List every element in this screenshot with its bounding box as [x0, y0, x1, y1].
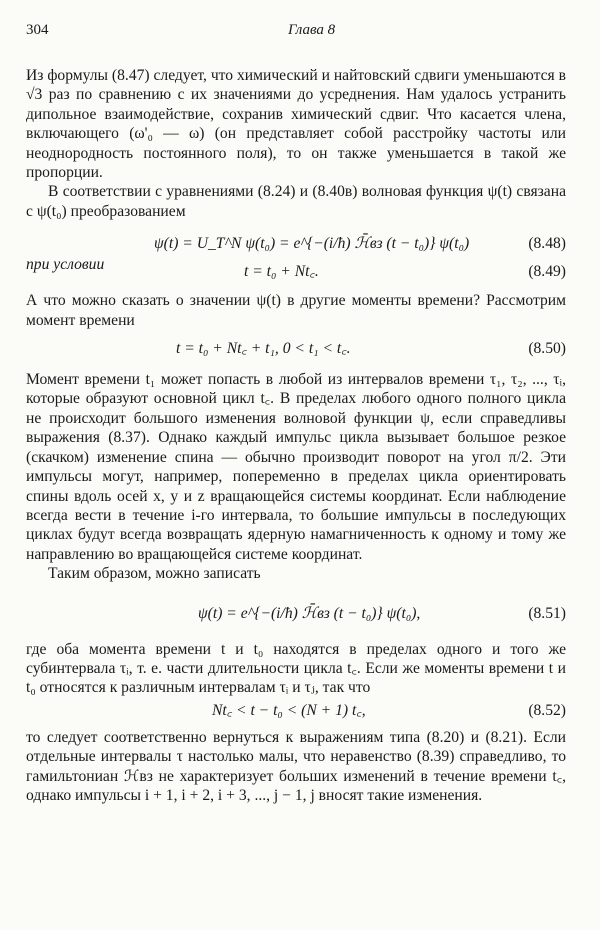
equation-formula: ψ(t) = U_T^N ψ(t₀) = e^{−(i/ħ) ℋ̄вз (t − t₀)} ψ(t₀) [154, 235, 470, 253]
paragraph-5: Таким образом, можно записать [48, 565, 261, 583]
paragraph-2: В соответствии с уравнениями (8.24) и (8.40в) волновая функция ψ(t) связана с ψ(t₀) преобразованием [26, 183, 566, 220]
equation-8-52 [26, 698, 566, 724]
condition-label: при условии [26, 256, 105, 274]
equation-number: (8.51) [528, 604, 566, 622]
equation-8-48 [26, 225, 566, 259]
paragraph-7: то следует соответственно вернуться к выражениям типа (8.20) и (8.21). Если отдельные интервалы τ настолько малы, что неравенство (8.39) справедливо, то гамильтониан ℋвз не характеризует больших изменений в течение времени t꜀, однако импульсы i + 1, i + 2, i + 3, ..., j − 1, j вносят такие изменения. [26, 728, 566, 804]
paragraph-1: Из формулы (8.47) следует, что химический и найтовский сдвиги уменьшаются в √3 раз по сравнению с их значениями до усреднения. Нам удалось устранить дипольное взаимодействие, сохранив химический сдвиг. Что касается члена, включающего (ω'₀ — ω) (он представляет собой расстройку частоты или неоднородность постоянного поля), то он также уменьшается в такой же пропорции. [26, 67, 566, 182]
equation-number: (8.52) [528, 701, 566, 719]
paragraph-4: Момент времени t₁ может попасть в любой из интервалов времени τ₁, τ₂, ..., τᵢ, которые образуют основной цикл t꜀. В пределах любого одного полного цикла не происходит большого изменения волновой функции ψ, если справедливы выражения (8.37). Однако каждый импульс цикла вызывает большое резкое (скачком) изменение спина — обычно производит поворот на угол π/2. Эти импульсы могут, например, попеременно в пределах цикла ориентировать спины вдоль осей x, y и z вращающейся системы координат. Если наблюдение всегда вести в течение i-го интервала, то большие импульсы в последующих циклах будут всегда возвращать ядерную намагниченность к одному и тому же направлению во вращающейся системе координат. [26, 371, 566, 563]
chapter-title: Глава 8 [288, 22, 336, 38]
page-header [26, 22, 570, 46]
equation-formula: t = t₀ + Nt꜀. [244, 263, 319, 281]
equation-number: (8.49) [528, 263, 566, 281]
equation-8-49 [26, 256, 566, 285]
paragraph-6: где оба момента времени t и t₀ находятся в пределах одного и того же субинтервала τᵢ, т. е. части длительности цикла t꜀. Если же моменты времени t и t₀ относятся к различным интервалам τᵢ и τⱼ, так что [26, 640, 566, 697]
equation-formula: t = t₀ + Nt꜀ + t₁, 0 < t₁ < t꜀. [176, 340, 351, 358]
page-body [26, 66, 566, 805]
equation-number: (8.48) [528, 235, 566, 253]
equation-8-50 [26, 330, 566, 364]
paragraph-3: А что можно сказать о значении ψ(t) в другие моменты времени? Рассмотрим момент времени [26, 292, 566, 329]
page-number: 304 [26, 22, 49, 38]
equation-formula: ψ(t) = e^{−(i/ħ) ℋ̄вз (t − t₀)} ψ(t₀), [198, 604, 421, 622]
equation-8-51 [26, 584, 566, 634]
equation-formula: Nt꜀ < t − t₀ < (N + 1) t꜀, [212, 701, 366, 719]
equation-number: (8.50) [528, 340, 566, 358]
